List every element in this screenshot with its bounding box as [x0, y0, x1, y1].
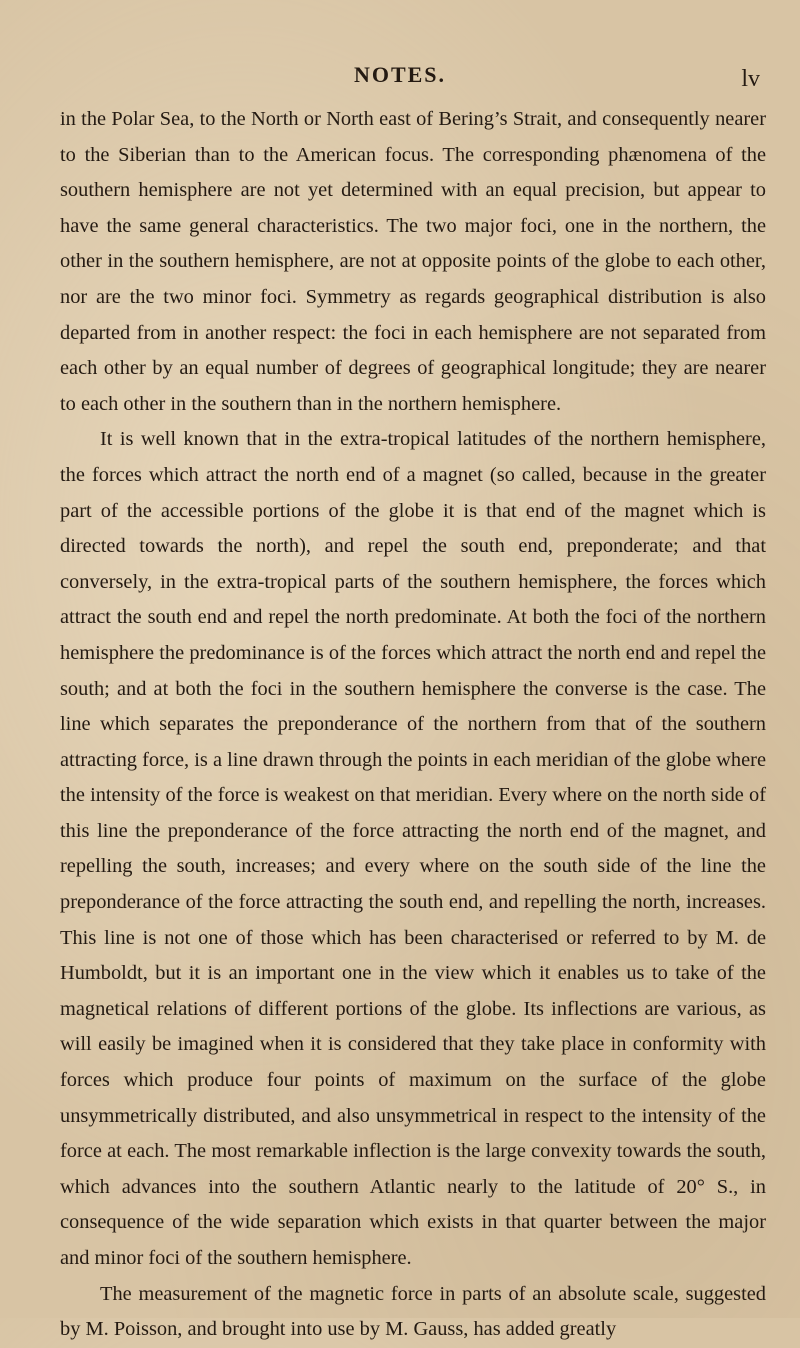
paragraph-1: in the Polar Sea, to the North or North east of Bering’s Strait, and consequently nearer to the Siberian than to the American focus. The corresponding phænomena of the southern hemisphere are not yet determined with an equal precision, but appear to have the same general characteristics. The two major foci, one in the northern, the other in the southern hemisphere, are not at opposite points of the globe to each other, nor are the two minor foci. Symmetry as regards geographical distribution is also departed from in another respect: the foci in each hemisphere are not separated from each other by an equal number of degrees of geographical longitude; they are nearer to each other in the southern than in the northern hemisphere.	[60, 108, 766, 415]
paragraph-2: It is well known that in the extra-tropical latitudes of the northern hemisphere, the forces which attract the north end of a magnet (so called, because in the greater part of the accessible portions of the globe it is that end of the magnet which is directed towards the north), and repel the south end, preponderate; and that conversely, in the extra-tropical parts of the southern hemisphere, the forces which attract the south end and repel the north predominate. At both the foci of the northern hemisphere the predominance is of the forces which attract the north end and repel the south; and at both the foci in the southern hemisphere the converse is the case. The line which separates the preponderance of the northern from that of the southern attracting force, is a line drawn through the points in each meridian of the globe where the intensity of the force is weakest on that meridian. Every where on the north side of this line the preponderance of the force attracting the north end of the magnet, and repelling the south, increases; and every where on the south side of the line the preponderance of the force attracting the south end, and repelling the north, increases. This line is not one of those which has been characterised or referred to by M. de Humboldt, but it is an important one in the view which it enables us to take of the magnetical relations of different portions of the globe. Its inflections are various, as will easily be imagined when it is considered that they take place in conformity with forces which produce four points of maximum on the surface of the globe unsymmetrically distributed, and also unsymmetrical in respect to the intensity of the force at each. The most remarkable inflection is the large convexity towards the south, which advances into the southern Atlantic nearly to the latitude of 20° S., in consequence of the wide separation which exists in that quarter between the major and minor foci of the southern hemisphere.	[60, 428, 766, 1269]
running-head: NOTES.	[353, 62, 447, 87]
page-number: lv	[741, 66, 760, 92]
page-header	[0, 52, 800, 92]
paragraph-3: The measurement of the magnetic force in parts of an absolute scale, suggested by M. Poisson, and brought into use by M. Gauss, has added greatly	[60, 1282, 766, 1341]
body-text	[60, 102, 766, 1348]
